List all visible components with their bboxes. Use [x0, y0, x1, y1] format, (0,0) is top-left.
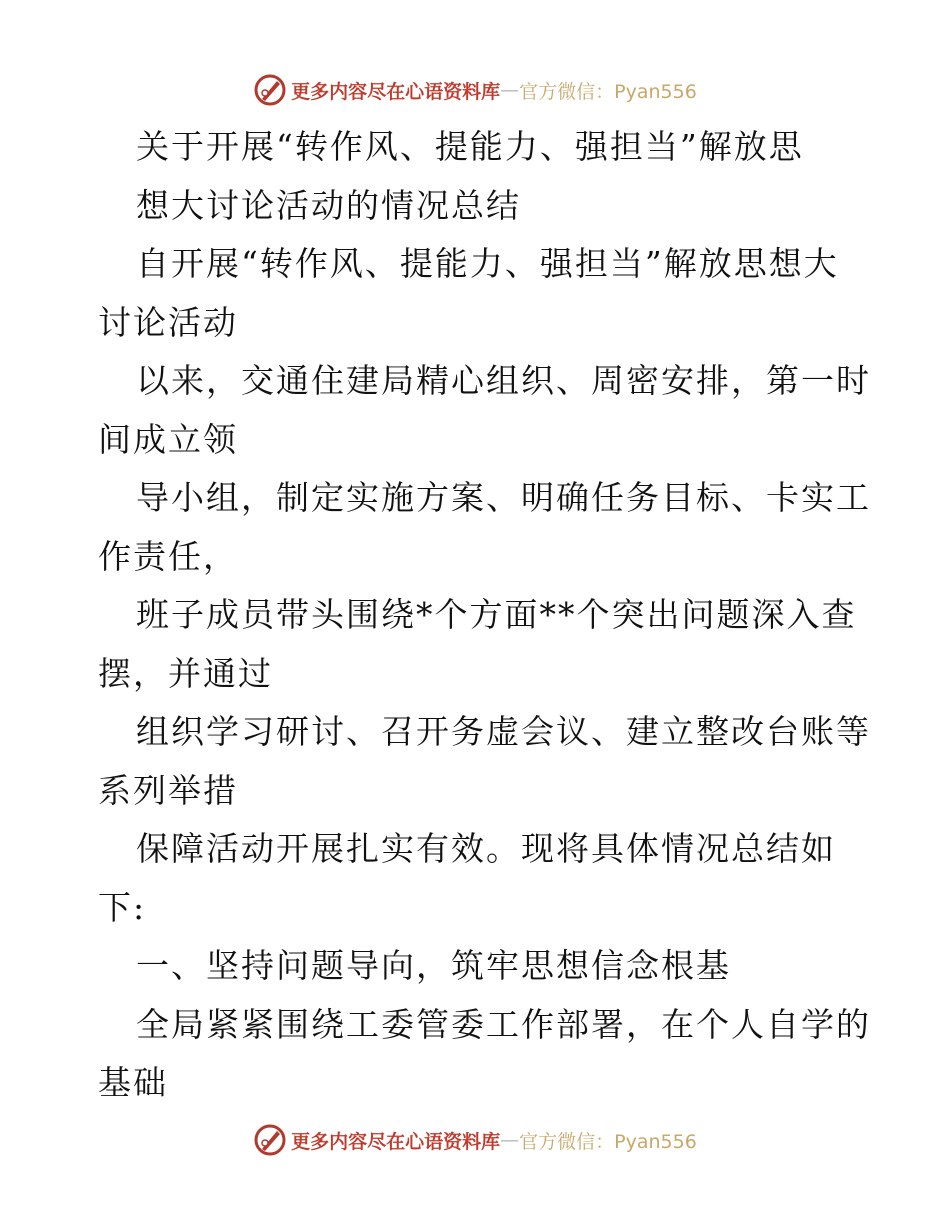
footer-banner — [0, 1120, 950, 1160]
text-line: 间成立领 — [98, 419, 238, 459]
document-body — [98, 118, 871, 1113]
banner-wechat-text: 官方微信：Pyan556 — [519, 80, 697, 103]
text-line: 关于开展“转作风、提能力、强担当”解放思 — [136, 127, 804, 166]
text-line: 系列举措 — [98, 770, 238, 810]
text-line: 保障活动开展扎实有效。现将具体情况总结如 — [136, 829, 836, 868]
header-banner — [0, 70, 950, 110]
text-line: 摆，并通过 — [98, 653, 273, 693]
text-line: 想大讨论活动的情况总结 — [136, 185, 521, 225]
quill-logo-icon — [253, 73, 287, 107]
text-line: 以来，交通住建局精心组织、周密安排，第一时 — [136, 361, 871, 400]
banner-main-text: 更多内容尽在心语资料库 — [291, 1130, 501, 1153]
text-line: 基础 — [98, 1063, 168, 1102]
quill-logo-icon — [253, 1123, 287, 1157]
banner-main-text: 更多内容尽在心语资料库 — [291, 80, 501, 103]
banner-wechat-text: 官方微信：Pyan556 — [519, 1130, 697, 1153]
text-line: 下: — [98, 887, 147, 927]
banner-dash: — — [500, 79, 520, 101]
text-line: 班子成员带头围绕*个方面**个突出问题深入查 — [136, 595, 857, 634]
text-line: 组织学习研讨、召开务虚会议、建立整改台账等 — [136, 712, 871, 751]
banner-dash: — — [500, 1129, 520, 1151]
text-line: 自开展“转作风、提能力、强担当”解放思想大 — [136, 244, 839, 283]
text-line: 一、坚持问题导向，筑牢思想信念根基 — [136, 946, 731, 985]
text-line: 作责任， — [98, 536, 238, 576]
text-line: 导小组，制定实施方案、明确任务目标、卡实工 — [136, 478, 871, 517]
text-line: 讨论活动 — [98, 302, 238, 342]
text-line: 全局紧紧围绕工委管委工作部署，在个人自学的 — [136, 1004, 871, 1044]
